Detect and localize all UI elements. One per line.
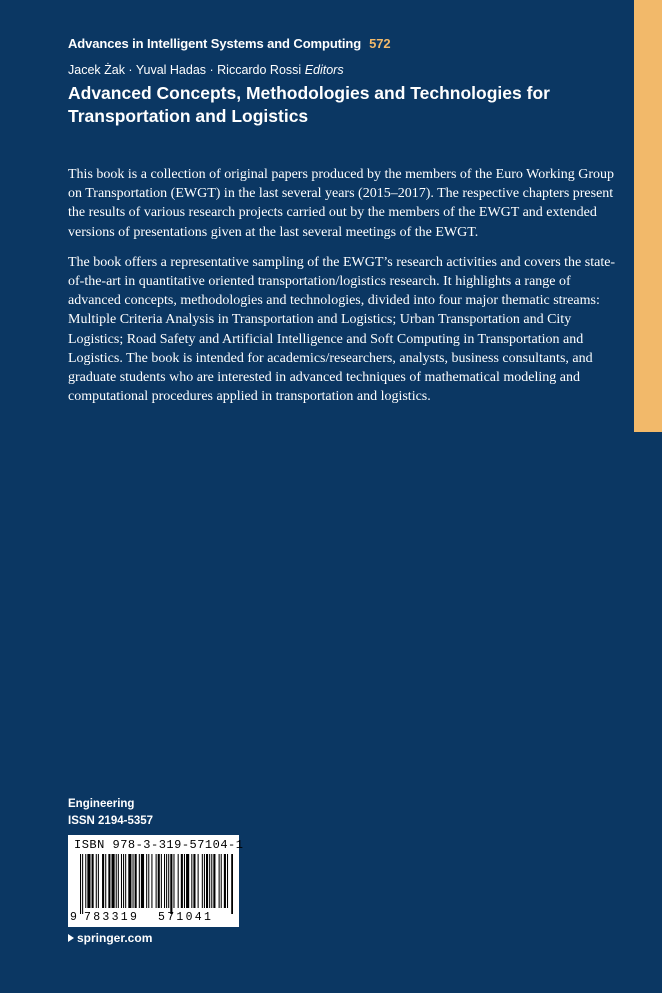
isbn-text: ISBN 978-3-319-57104-1	[74, 838, 244, 852]
barcode-bar	[209, 854, 210, 908]
issn-label: ISSN 2194-5357	[68, 815, 154, 827]
barcode-digits-right: 571041	[158, 911, 214, 924]
barcode-bar	[121, 854, 122, 908]
barcode-bar	[198, 854, 199, 908]
barcode-bar	[98, 854, 99, 908]
barcode-digits-left: 783319	[84, 911, 140, 924]
barcode-bar	[178, 854, 179, 908]
barcode-bar	[92, 854, 94, 908]
barcode-bar	[156, 854, 157, 908]
barcode-bar	[191, 854, 192, 908]
barcode-bar	[135, 854, 137, 908]
barcode-bar	[213, 854, 215, 908]
series-volume: 572	[369, 36, 391, 51]
barcode-bar	[204, 854, 205, 908]
barcode-bar	[112, 854, 115, 908]
publisher-url: springer.com	[77, 931, 153, 945]
barcode-bar	[166, 854, 167, 908]
barcode-bar	[118, 854, 119, 908]
barcode-bar	[211, 854, 212, 908]
barcode-digit-first: 9	[70, 911, 77, 924]
barcode-bar	[139, 854, 140, 908]
barcode-bar	[82, 854, 83, 914]
accent-strip	[634, 0, 662, 432]
isbn-barcode	[68, 835, 244, 927]
barcode-bar	[133, 854, 134, 908]
barcode-bar	[87, 854, 90, 908]
barcode-bar	[224, 854, 226, 908]
barcode-bar	[231, 854, 233, 914]
series-line	[68, 36, 391, 51]
barcode-bar	[105, 854, 106, 908]
barcode-bar	[161, 854, 162, 908]
barcode-bar	[221, 854, 222, 908]
barcode-bar	[123, 854, 124, 908]
series-name: Advances in Intelligent Systems and Computing	[68, 36, 362, 51]
barcode-bar	[116, 854, 117, 908]
editor-names: Jacek Żak · Yuval Hadas · Riccardo Rossi	[68, 63, 302, 77]
barcode-bar	[148, 854, 149, 908]
publisher-link[interactable]	[68, 931, 152, 945]
barcode-bar	[173, 854, 174, 908]
barcode-bar	[193, 854, 195, 908]
description-paragraph-2: The book offers a representative sampling of the EWGT’s research activities and covers the state-of-the-art in quantitative oriented transportation/logistics research. It highlights a range of advanced concepts, methodologies and technologies, divided into four major thematic streams: Multiple Criteria Analysis in Transportation and Logistics; Urban Transportation and City Logistics; Road Safety and Artificial Intelligence and Soft Computing in Transportation and Logistics. The book is intended for academics/researchers, analysts, business consultants, and graduate students who are interested in advanced techniques of mathematical modeling and computational procedures applied in transportation and logistics.	[68, 254, 616, 405]
editors-role: Editors	[304, 63, 344, 77]
arrow-right-icon	[68, 934, 74, 942]
book-title: Advanced Concepts, Methodologies and Technologies for Transportation and Logistics	[68, 83, 550, 126]
barcode-bar	[227, 854, 228, 908]
description	[68, 165, 620, 417]
barcode-bar	[102, 854, 104, 908]
subject-block	[68, 796, 153, 830]
barcode-bar	[96, 854, 97, 908]
barcode-bar	[158, 854, 160, 908]
barcode-bar	[108, 854, 110, 908]
barcode-bar	[141, 854, 144, 908]
barcode-bar	[80, 854, 81, 914]
barcode-bar	[186, 854, 189, 908]
description-paragraph-1: This book is a collection of original papers produced by the members of the Euro Working Group on Transportation (EWGT) in the last several years (2015–2017). The respective chapters present the results of various research projects carried out by the members of the EWGT and extended versions of presentations given at the last several meetings of the EWGT.	[68, 167, 615, 240]
barcode-bar	[170, 854, 172, 914]
barcode-bar	[202, 854, 203, 908]
barcode-bar	[219, 854, 220, 908]
barcode-bar	[151, 854, 152, 908]
barcode-bars	[80, 854, 233, 914]
barcode-bar	[168, 854, 169, 908]
barcode-bar	[125, 854, 126, 908]
barcode-bar	[184, 854, 185, 908]
editors-line	[68, 63, 344, 77]
barcode-bar	[181, 854, 183, 908]
barcode-bar	[85, 854, 86, 908]
barcode-bar	[146, 854, 147, 908]
barcode-bar	[206, 854, 208, 908]
barcode-bar	[128, 854, 131, 908]
barcode-bar	[164, 854, 165, 908]
subject-label: Engineering	[68, 798, 135, 810]
